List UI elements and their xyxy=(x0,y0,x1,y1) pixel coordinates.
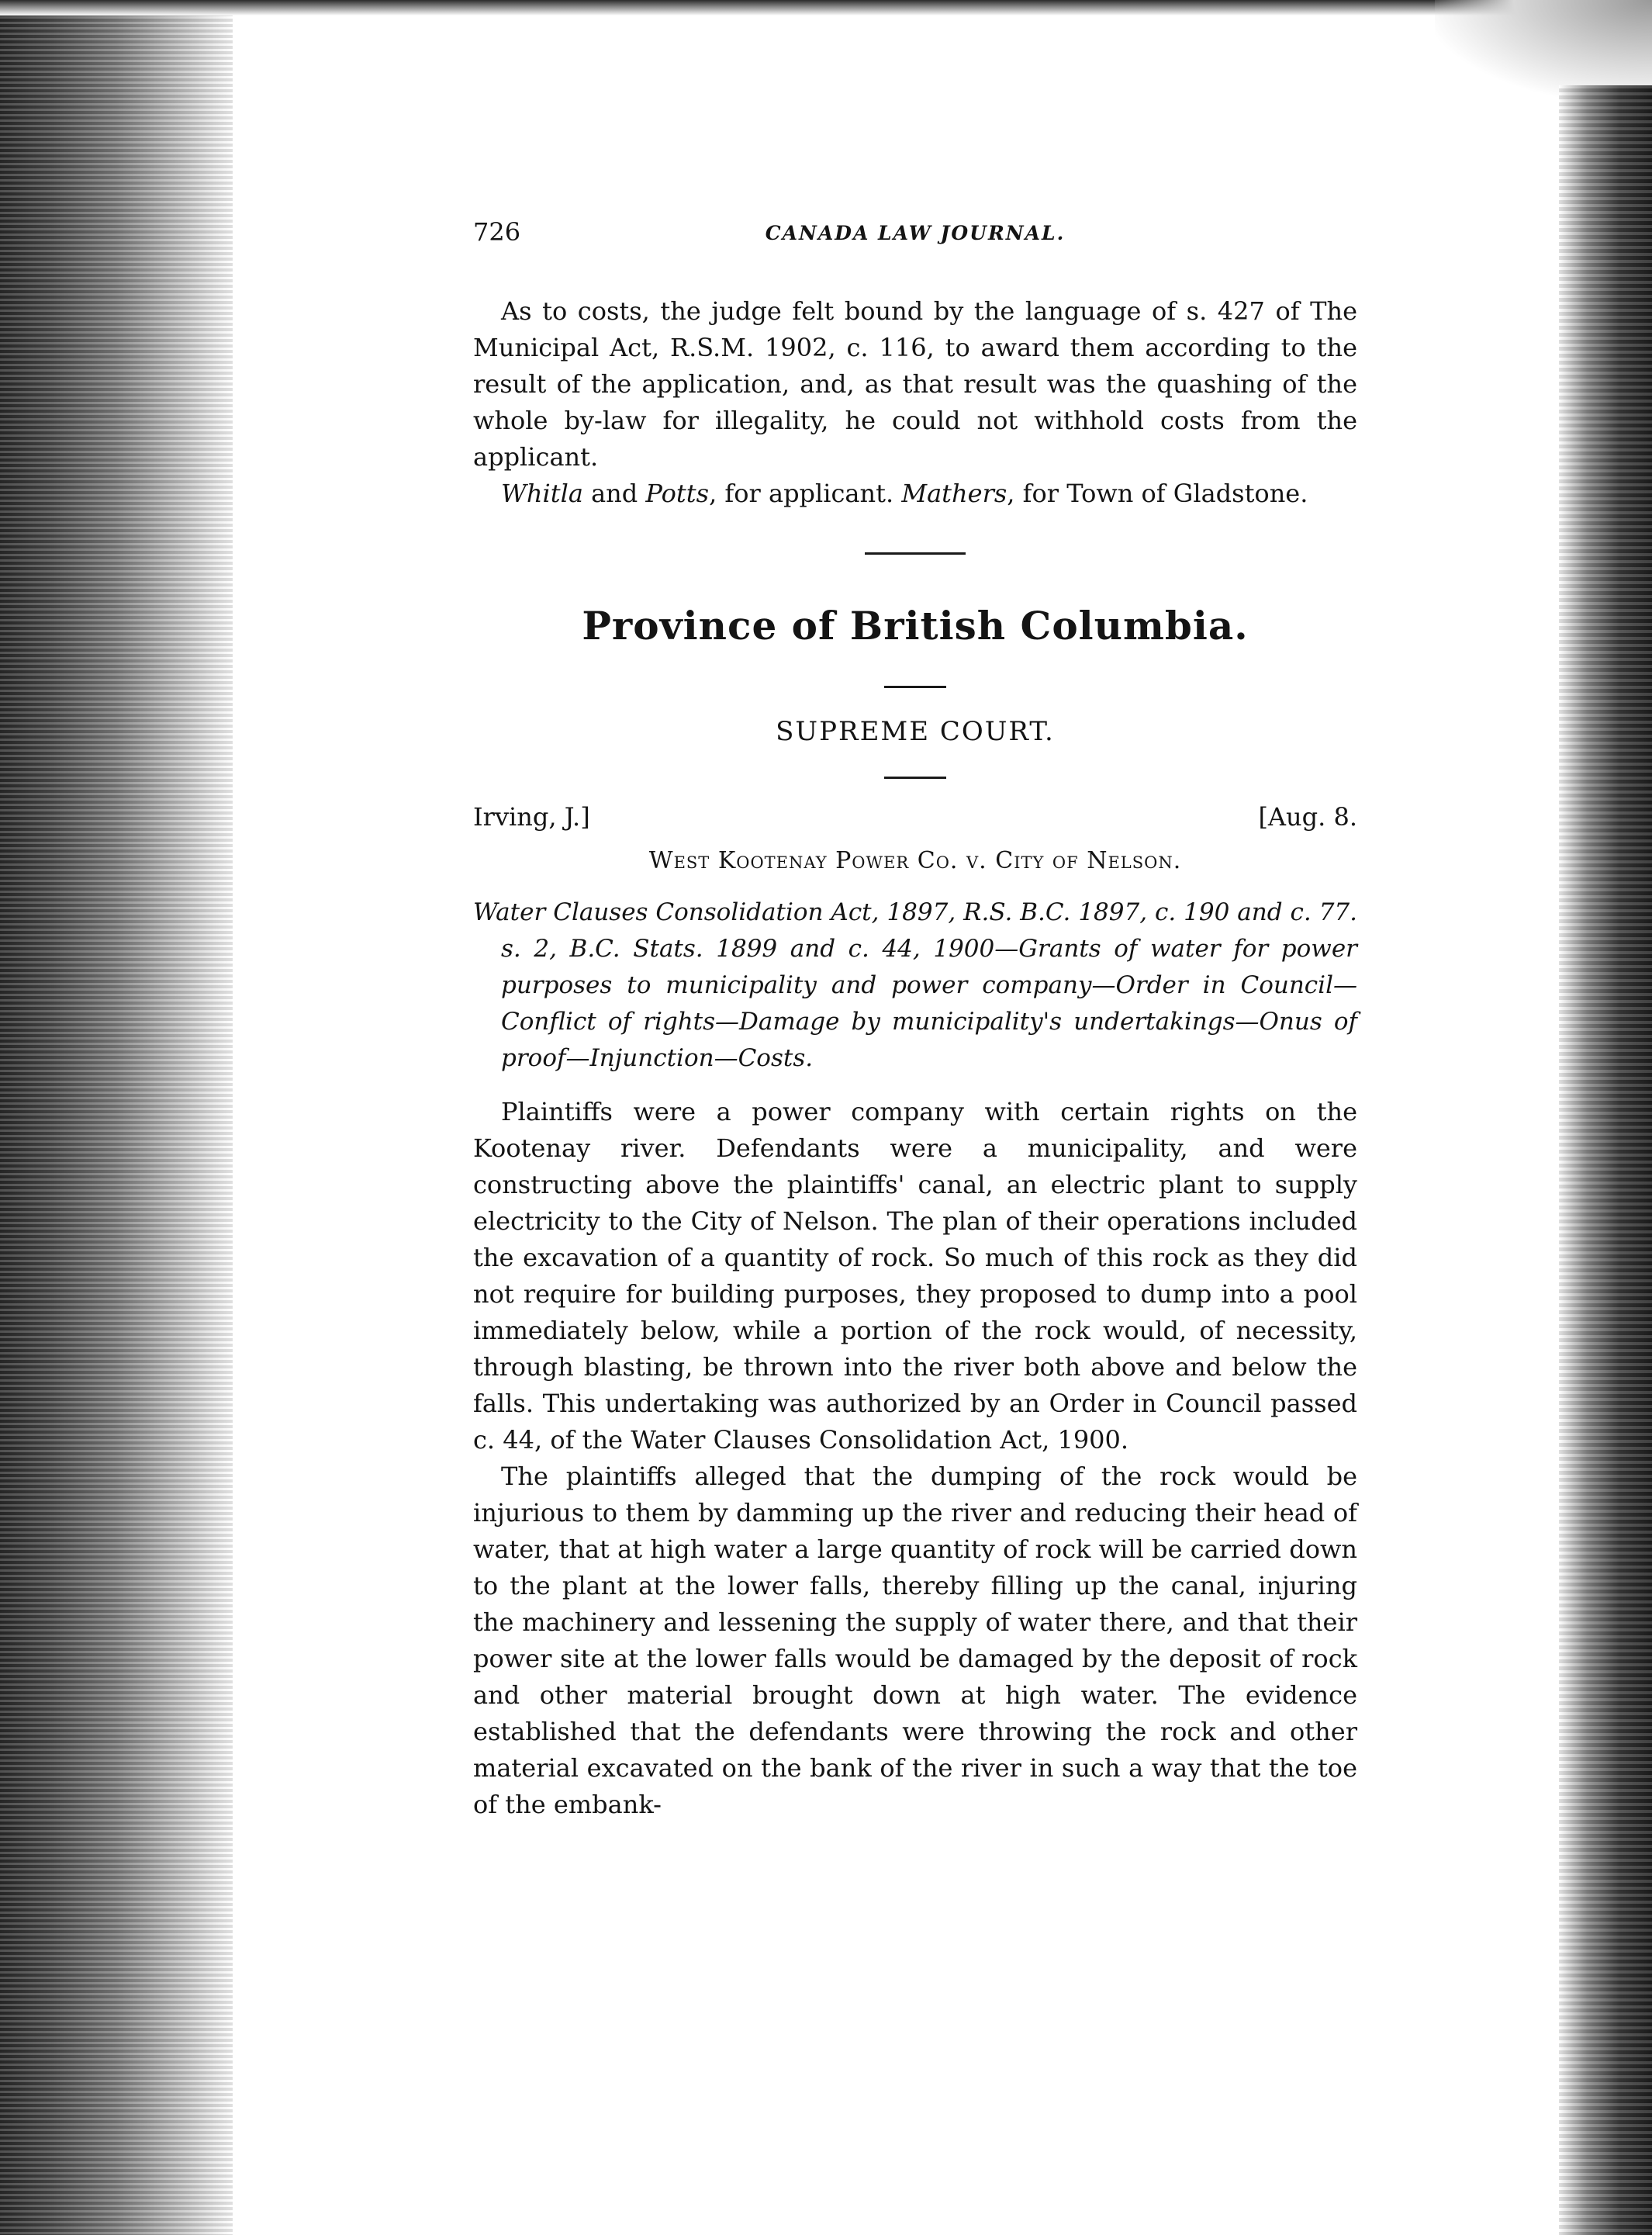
section-divider xyxy=(884,686,946,688)
document-page xyxy=(473,217,1357,1823)
headnote-text: Water Clauses Consolidation Act, 1897, R.S. B.C. 1897, c. 190 and c. 77. s. 2, B.C. Stats. 1899 and c. 44, 1900—Grants of water for power purposes to municipality and power company—Order in Council—Conflict of rights—Damage by municipality's undertakings—Onus of proof—Injunction—Costs. xyxy=(473,898,1357,1072)
page-number: 726 xyxy=(473,217,521,247)
body-paragraph: Plaintiffs were a power company with certain rights on the Kootenay river. Defendants were a municipality, and were constructing above the plaintiffs' canal, an electric plant to supply electricity to the City of Nelson. The plan of their operations included the excavation of a quantity of rock. So much of this rock as they did not require for building purposes, they proposed to dump into a pool immediately below, while a portion of the rock would, of necessity, through blasting, be thrown into the river both above and below the falls. This undertaking was authorized by an Order in Council passed c. 44, of the Water Clauses Consolidation Act, 1900. xyxy=(473,1097,1357,1455)
counsel-name: Whitla xyxy=(501,479,583,508)
counsel-role: , for Town of Gladstone. xyxy=(1007,479,1308,508)
province-heading: Province of British Columbia. xyxy=(582,603,1249,649)
counsel-and: and xyxy=(582,479,646,508)
scan-edge-top xyxy=(0,0,1652,16)
costs-paragraph: As to costs, the judge felt bound by the language of s. 427 of The Municipal Act, R.S.M. 1902, c. 116, to award them according to the result of the application, and, as that result was the quashing of the whole by-law for illegality, he could not withhold costs from the applicant. xyxy=(473,296,1357,472)
scan-edge-left xyxy=(0,0,233,2235)
counsel-line xyxy=(473,476,1357,512)
journal-title: CANADA LAW JOURNAL. xyxy=(765,222,1066,244)
case-title: West Kootenay Power Co. v. City of Nelson. xyxy=(648,847,1182,874)
court-heading: SUPREME COURT. xyxy=(776,716,1055,747)
judge-line xyxy=(473,802,1357,836)
headnote xyxy=(473,894,1357,1077)
decision-date: [Aug. 8. xyxy=(1258,802,1357,832)
running-head xyxy=(473,217,1357,254)
counsel-name: Mathers xyxy=(901,479,1007,508)
judge-name: Irving, J.] xyxy=(473,802,590,832)
section-divider xyxy=(865,552,966,555)
body-paragraph: The plaintiffs alleged that the dumping of the rock would be injurious to them by damming up the river and reducing their head of water, that at high water a large quantity of rock will be carried down to the plant at the lower falls, thereby filling up the canal, injuring the machinery and lessening the supply of water there, and that their power site at the lower falls would be damaged by the deposit of rock and other material brought down at high water. The evidence established that the defendants were throwing the rock and other material excavated on the bank of the river in such a way that the toe of the embank- xyxy=(473,1462,1357,1819)
counsel-role: , for applicant. xyxy=(709,479,902,508)
counsel-name: Potts xyxy=(645,479,710,508)
scan-edge-right xyxy=(1559,85,1652,2235)
